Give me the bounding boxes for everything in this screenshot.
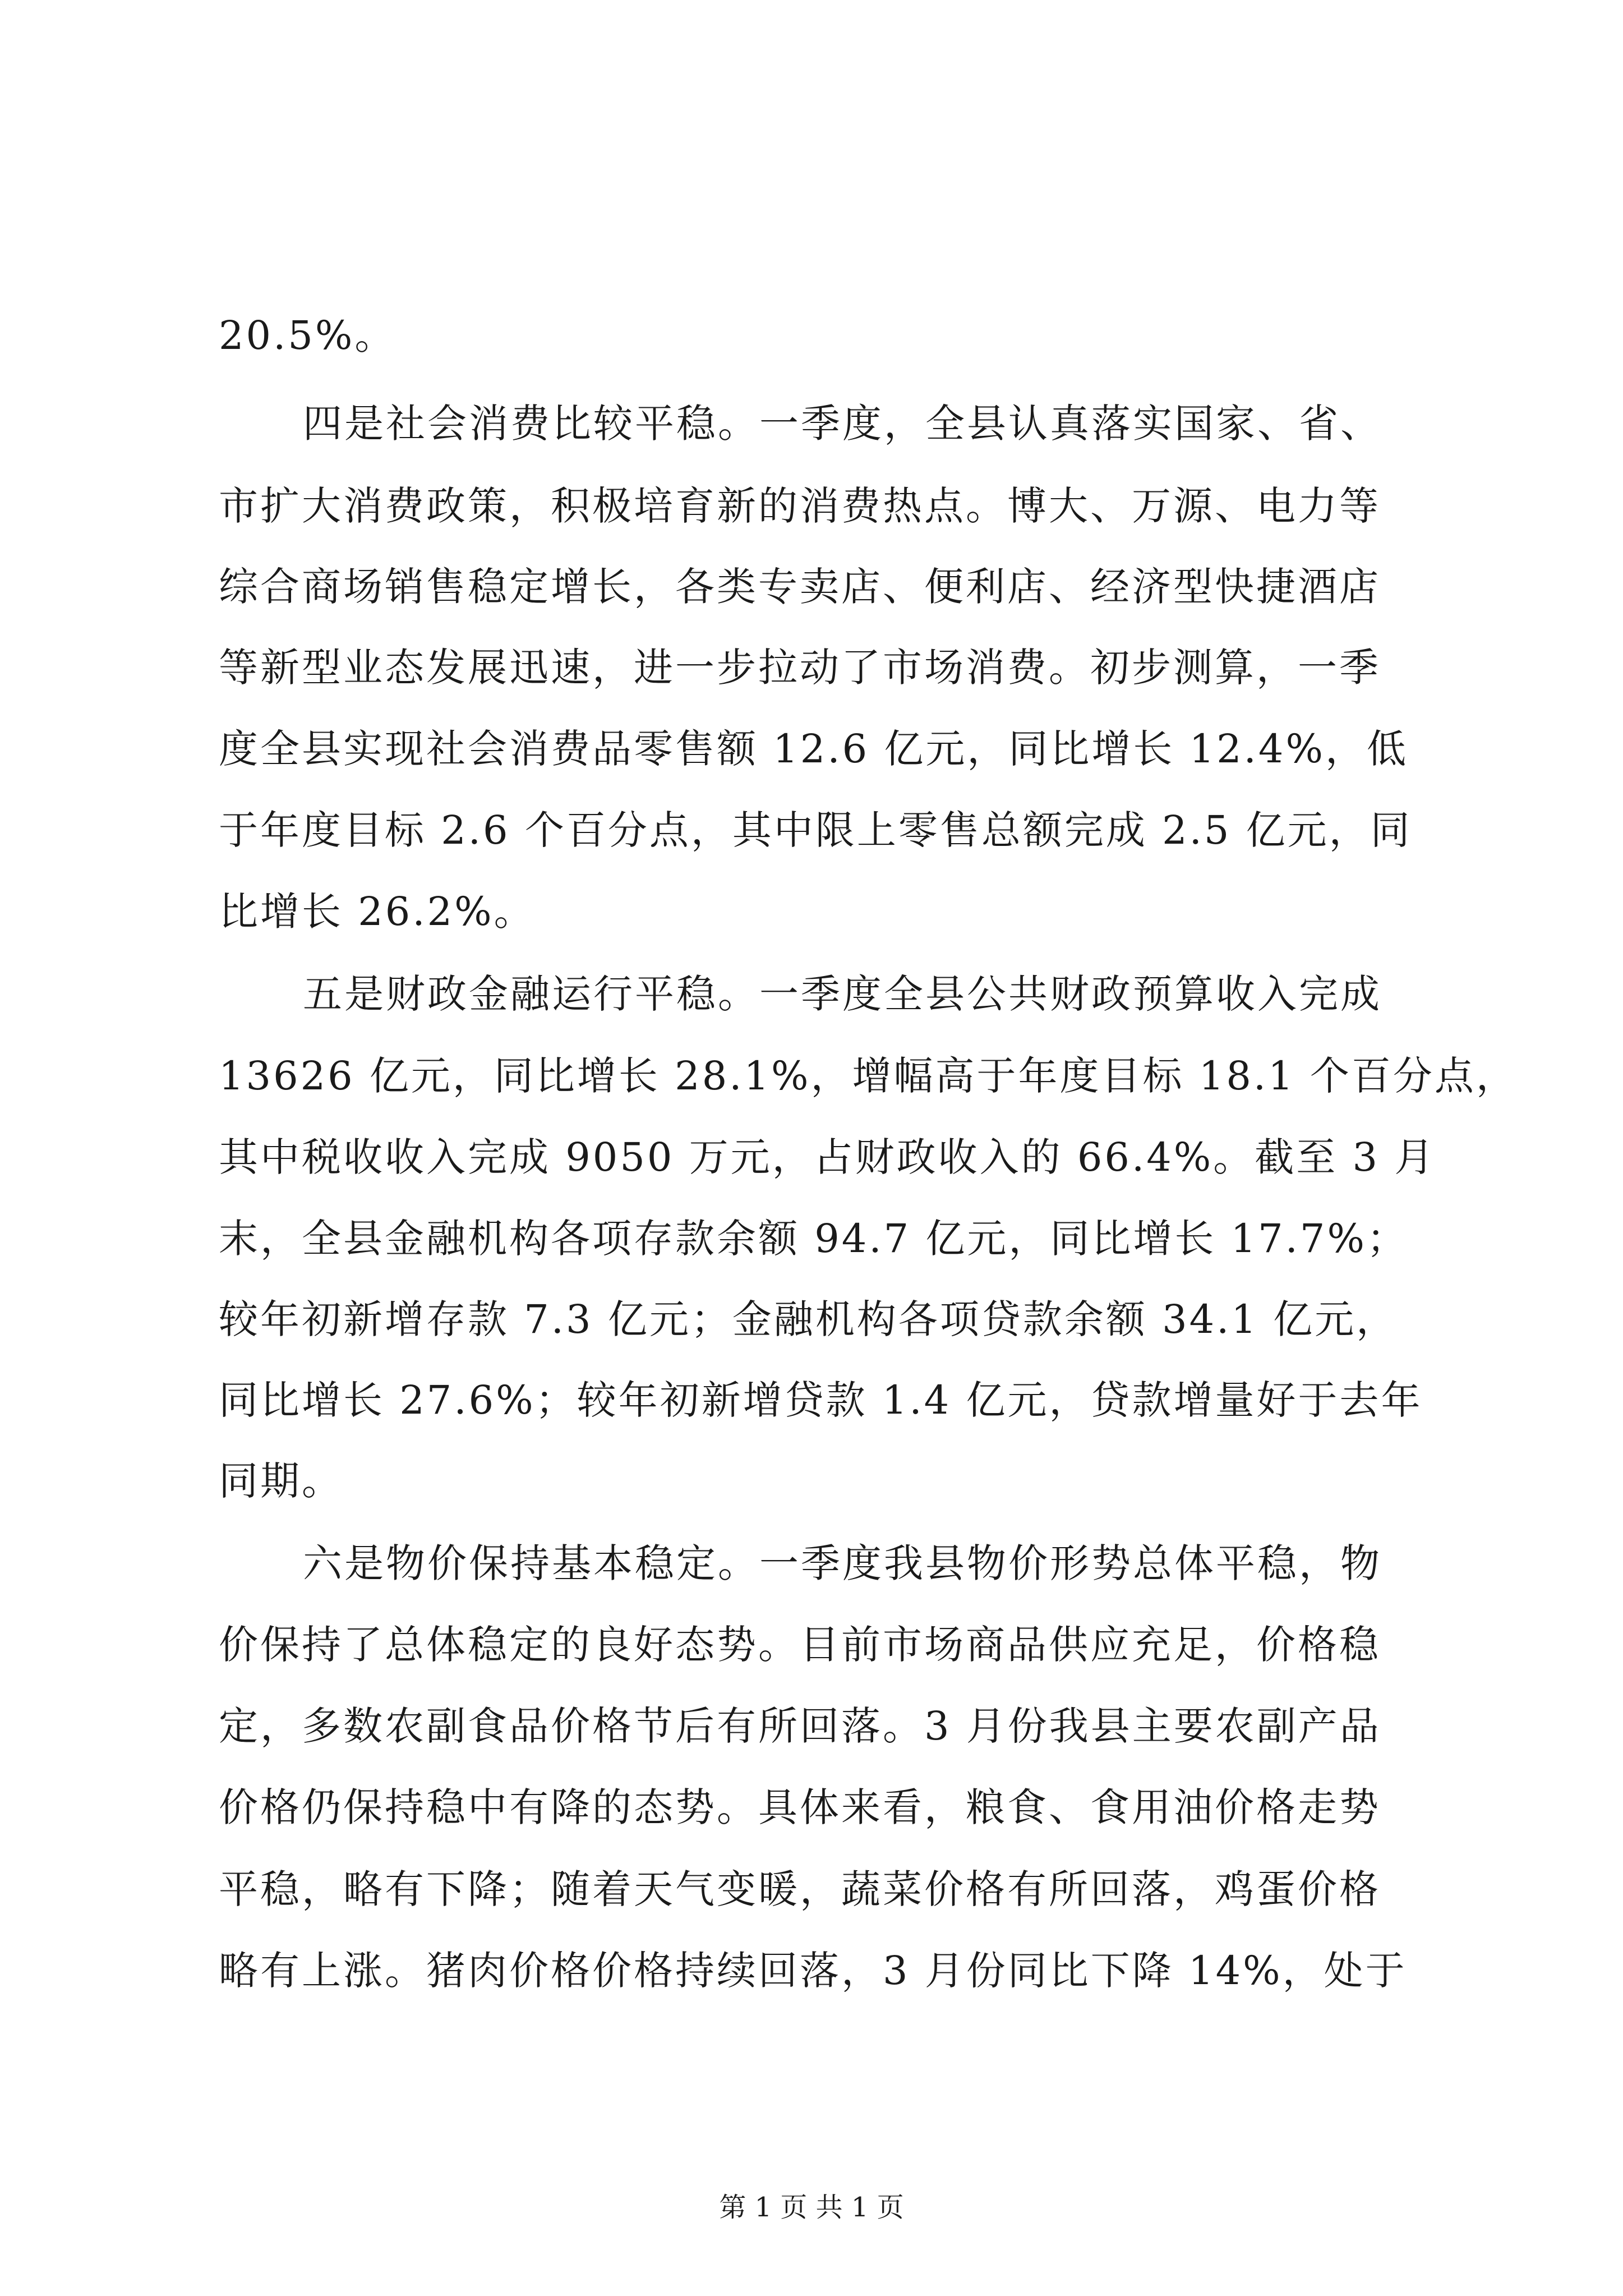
paragraph-5-line: 末，全县金融机构各项存款余额 94.7 亿元，同比增长 17.7%； — [219, 1216, 1408, 1262]
paragraph-6-line: 价格仍保持稳中有降的态势。具体来看，粮食、食用油价格走势 — [219, 1784, 1381, 1830]
text-line: 20.5%。 — [219, 312, 396, 358]
paragraph-6-line: 六是物价保持基本稳定。一季度我县物价形势总体平稳，物 — [303, 1540, 1382, 1586]
paragraph-6-line: 价保持了总体稳定的良好态势。目前市场商品供应充足，价格稳 — [219, 1622, 1381, 1668]
paragraph-5-line: 同期。 — [219, 1458, 343, 1504]
paragraph-4-line: 综合商场销售稳定增长，各类专卖店、便利店、经济型快捷酒店 — [219, 564, 1381, 610]
paragraph-6-line: 略有上涨。猪肉价格价格持续回落，3 月份同比下降 14%，处于 — [219, 1948, 1407, 1994]
paragraph-5-line: 较年初新增存款 7.3 亿元；金融机构各项贷款余额 34.1 亿元， — [219, 1296, 1398, 1342]
paragraph-5-line: 其中税收收入完成 9050 万元，占财政收入的 66.4%。截至 3 月 — [219, 1134, 1436, 1180]
paragraph-6-line: 平稳，略有下降；随着天气变暖，蔬菜价格有所回落，鸡蛋价格 — [219, 1866, 1381, 1912]
paragraph-5-line: 五是财政金融运行平稳。一季度全县公共财政预算收入完成 — [303, 971, 1382, 1017]
paragraph-4-line: 市扩大消费政策，积极培育新的消费热点。博大、万源、电力等 — [219, 483, 1381, 529]
paragraph-4-line: 度全县实现社会消费品零售额 12.6 亿元，同比增长 12.4%，低 — [219, 726, 1408, 772]
paragraph-5-line: 13626 亿元，同比增长 28.1%，增幅高于年度目标 18.1 个百分点， — [219, 1053, 1518, 1099]
paragraph-4-line: 四是社会消费比较平稳。一季度，全县认真落实国家、省、 — [303, 401, 1382, 447]
paragraph-5-line: 同比增长 27.6%；较年初新增贷款 1.4 亿元，贷款增量好于去年 — [219, 1377, 1423, 1423]
paragraph-4-line: 等新型业态发展迅速，进一步拉动了市场消费。初步测算，一季 — [219, 645, 1381, 691]
paragraph-4-line: 比增长 26.2%。 — [219, 889, 536, 935]
paragraph-4-line: 于年度目标 2.6 个百分点，其中限上零售总额完成 2.5 亿元，同 — [219, 807, 1412, 853]
page-footer: 第 1 页 共 1 页 — [719, 2192, 904, 2223]
paragraph-6-line: 定，多数农副食品价格节后有所回落。3 月份我县主要农副产品 — [219, 1703, 1381, 1749]
